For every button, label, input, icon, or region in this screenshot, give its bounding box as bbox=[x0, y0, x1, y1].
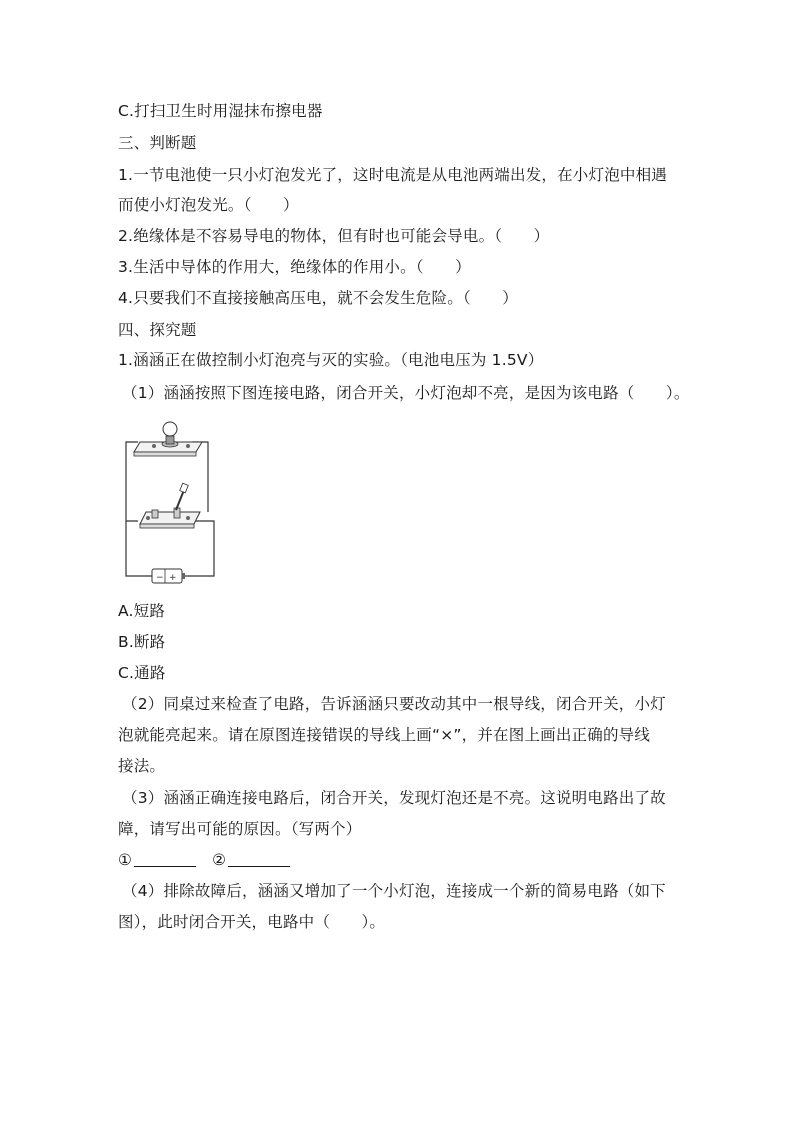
option-c: C.通路 bbox=[118, 664, 166, 682]
option-a: A.短路 bbox=[118, 602, 166, 620]
circuit-diagram bbox=[118, 414, 218, 586]
blank-2-label: ② bbox=[212, 851, 227, 869]
inquiry-1-part2-line3: 接法。 bbox=[118, 757, 166, 775]
inquiry-1-intro: 1.涵涵正在做控制小灯泡亮与灭的实验。（电池电压为 1.5V） bbox=[118, 351, 544, 369]
inquiry-1-part1: （1）涵涵按照下图连接电路，闭合开关，小灯泡却不亮，是因为该电路（ ）。 bbox=[122, 384, 690, 402]
option-c-previous: C.打扫卫生时用湿抹布擦电器 bbox=[118, 102, 323, 120]
inquiry-1-part4-line1: （4）排除故障后，涵涵又增加了一个小灯泡，连接成一个新的简易电路（如下 bbox=[122, 882, 666, 900]
blank-1-label: ① bbox=[118, 851, 133, 869]
inquiry-1-part3-line2: 障，请写出可能的原因。（写两个） bbox=[118, 820, 362, 838]
section-heading-judgment: 三、判断题 bbox=[118, 134, 197, 152]
answer-blanks-row bbox=[118, 850, 290, 870]
inquiry-1-part2-line2: 泡就能亮起来。请在原图连接错误的导线上画“×”，并在图上画出正确的导线 bbox=[118, 726, 651, 744]
option-b: B.断路 bbox=[118, 633, 166, 651]
judgment-1-line1: 1.一节电池使一只小灯泡发光了，这时电流是从电池两端出发，在小灯泡中相遇 bbox=[118, 166, 667, 184]
judgment-2: 2.绝缘体是不容易导电的物体，但有时也可能会导电。（ ） bbox=[118, 227, 550, 245]
judgment-1-line2: 而使小灯泡发光。（ ） bbox=[118, 196, 299, 214]
answer-blank-1[interactable] bbox=[134, 852, 196, 867]
battery bbox=[152, 569, 185, 583]
inquiry-1-part4-line2: 图），此时闭合开关，电路中（ ）。 bbox=[118, 913, 386, 931]
svg-text:+: + bbox=[169, 573, 177, 583]
inquiry-1-part3-line1: （3）涵涵正确连接电路后，闭合开关，发现灯泡还是不亮。这说明电路出了故 bbox=[122, 789, 666, 807]
judgment-3: 3.生活中导体的作用大，绝缘体的作用小。（ ） bbox=[118, 258, 471, 276]
section-heading-inquiry: 四、探究题 bbox=[118, 321, 197, 339]
svg-text:−: − bbox=[156, 573, 164, 583]
inquiry-1-part2-line1: （2）同桌过来检查了电路，告诉涵涵只要改动其中一根导线，闭合开关，小灯 bbox=[122, 695, 666, 713]
judgment-4: 4.只要我们不直接接触高压电，就不会发生危险。（ ） bbox=[118, 289, 518, 307]
answer-blank-2[interactable] bbox=[228, 852, 290, 867]
